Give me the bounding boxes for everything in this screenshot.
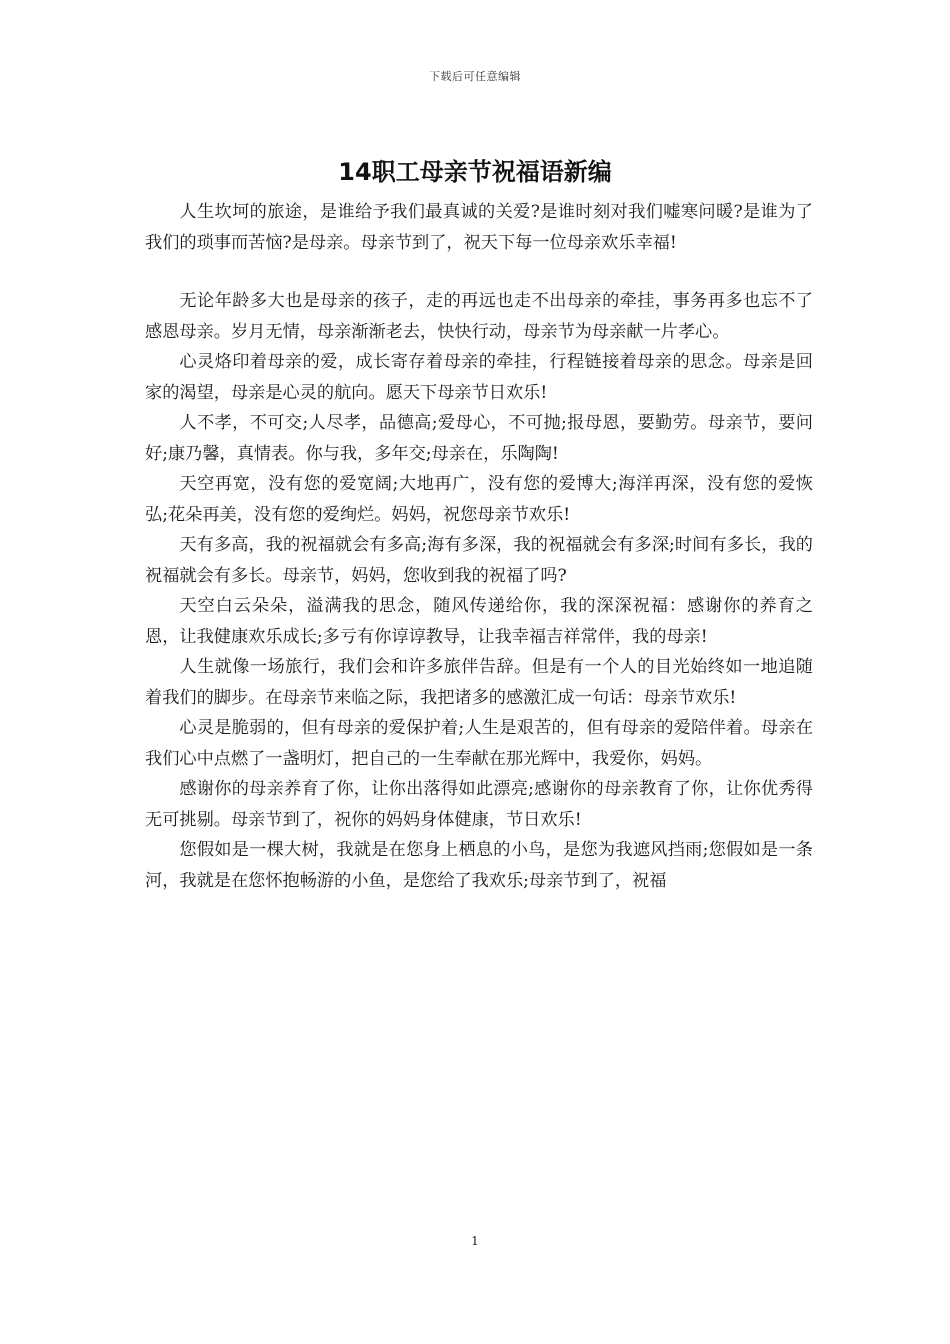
document-body xyxy=(145,197,813,896)
paragraph: 天空再宽，没有您的爱宽阔;大地再广，没有您的爱博大;海洋再深，没有您的爱恢弘;花朵再美，没有您的爱绚烂。妈妈，祝您母亲节欢乐! xyxy=(145,474,813,525)
paragraph: 人不孝，不可交;人尽孝，品德高;爱母心，不可抛;报母恩，要勤劳。母亲节，要问好;康乃馨，真情表。你与我，多年交;母亲在，乐陶陶! xyxy=(145,413,813,464)
paragraph: 人生就像一场旅行，我们会和许多旅伴告辞。但是有一个人的目光始终如一地追随着我们的脚步。在母亲节来临之际，我把诸多的感激汇成一句话：母亲节欢乐! xyxy=(145,657,813,708)
paragraph: 无论年龄多大也是母亲的孩子，走的再远也走不出母亲的牵挂，事务再多也忘不了感恩母亲。岁月无情，母亲渐渐老去，快快行动，母亲节为母亲献一片孝心。 xyxy=(145,291,813,342)
paragraph: 心灵是脆弱的，但有母亲的爱保护着;人生是艰苦的，但有母亲的爱陪伴着。母亲在我们心中点燃了一盏明灯，把自己的一生奉献在那光辉中，我爱你，妈妈。 xyxy=(145,718,813,769)
header-note: 下载后可任意编辑 xyxy=(429,70,521,83)
document-title: 14职工母亲节祝福语新编 xyxy=(338,158,612,186)
paragraph: 心灵烙印着母亲的爱，成长寄存着母亲的牵挂，行程链接着母亲的思念。母亲是回家的渴望，母亲是心灵的航向。愿天下母亲节日欢乐! xyxy=(145,352,813,403)
page-number: 1 xyxy=(471,1234,479,1248)
paragraph: 人生坎坷的旅途，是谁给予我们最真诚的关爱?是谁时刻对我们嘘寒问暖?是谁为了我们的琐事而苦恼?是母亲。母亲节到了，祝天下每一位母亲欢乐幸福! xyxy=(145,202,813,253)
paragraph: 天有多高，我的祝福就会有多高;海有多深，我的祝福就会有多深;时间有多长，我的祝福就会有多长。母亲节，妈妈，您收到我的祝福了吗? xyxy=(145,535,813,586)
paragraph: 天空白云朵朵，溢满我的思念，随风传递给你，我的深深祝福：感谢你的养育之恩，让我健康欢乐成长;多亏有你谆谆教导，让我幸福吉祥常伴，我的母亲! xyxy=(145,596,813,647)
paragraph: 您假如是一棵大树，我就是在您身上栖息的小鸟，是您为我遮风挡雨;您假如是一条河，我就是在您怀抱畅游的小鱼，是您给了我欢乐;母亲节到了，祝福 xyxy=(145,840,813,891)
paragraph: 感谢你的母亲养育了你，让你出落得如此漂亮;感谢你的母亲教育了你，让你优秀得无可挑剔。母亲节到了，祝你的妈妈身体健康，节日欢乐! xyxy=(145,779,813,830)
